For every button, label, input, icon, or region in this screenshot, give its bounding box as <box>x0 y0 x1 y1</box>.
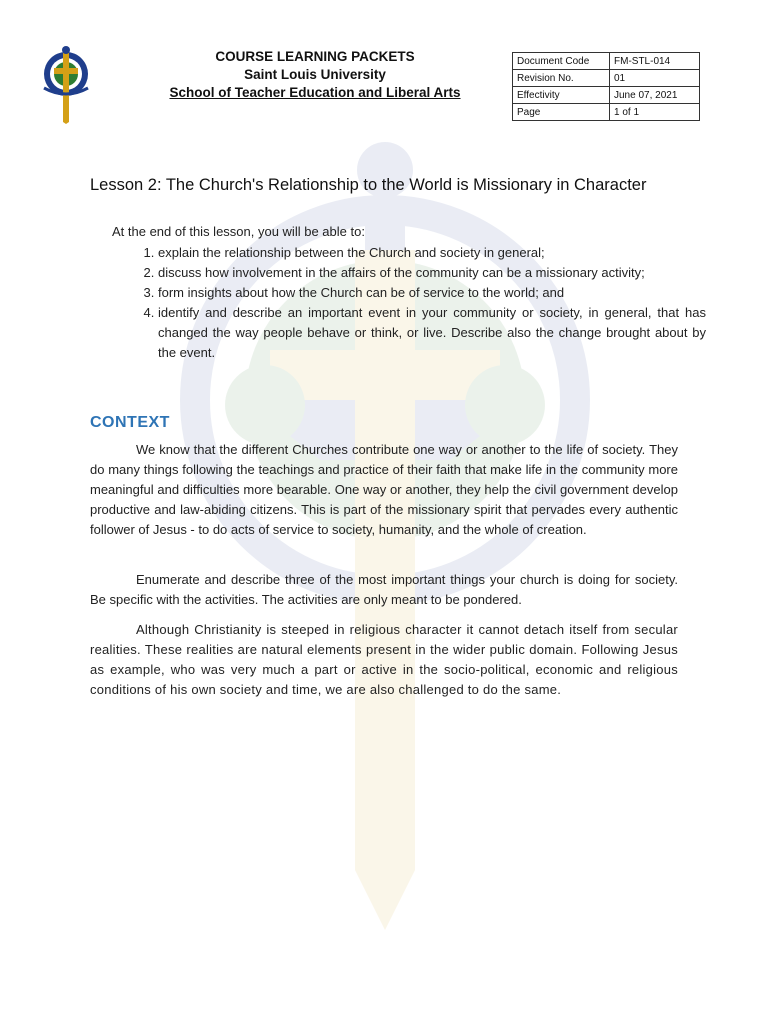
doc-code-value: FM-STL-014 <box>610 53 700 70</box>
context-paragraph: Although Christianity is steeped in religious character it cannot detach itself from secular realities. These realities are natural elements present in the wider public domain. Following Jesus as example, who was very much a part or active in the socio-political, economic and religious conditions of his own society and time, we are also challenged to do the same. <box>90 622 678 697</box>
saint-louis-university-seal <box>36 44 96 124</box>
document-header <box>130 48 500 102</box>
document-info-table <box>512 52 700 121</box>
context-paragraph: Enumerate and describe three of the most important things your church is doing for society. Be specific with the activities. The activities are only meant to be pondered. <box>90 572 678 607</box>
list-item: 3. form insights about how the Church can be of service to the world; and <box>158 283 706 303</box>
page-label: Page <box>513 104 610 121</box>
table-row <box>513 53 700 70</box>
list-item: 1. explain the relationship between the Church and society in general; <box>158 243 706 263</box>
lesson-intro: At the end of this lesson, you will be able to: <box>112 224 365 239</box>
effectivity-label: Effectivity <box>513 87 610 104</box>
lesson-title: Lesson 2: The Church's Relationship to the World is Missionary in Character <box>90 176 647 194</box>
revision-label: Revision No. <box>513 70 610 87</box>
header-title: COURSE LEARNING PACKETS <box>215 49 415 64</box>
header-school: School of Teacher Education and Liberal Arts <box>169 85 461 100</box>
context-paragraph: We know that the different Churches contribute one way or another to the life of society. They do many things following the teachings and practice of their faith that make life in the community more meaningful and difficulties more bearable. One way or another, they help the civil government develop productive and law-abiding citizens. This is part of the missionary spirit that pervades every authentic follower of Jesus - to do acts of service to society, humanity, and the whole of creation. <box>90 442 678 537</box>
objectives-list <box>130 243 706 363</box>
effectivity-value: June 07, 2021 <box>610 87 700 104</box>
header-university: Saint Louis University <box>244 67 386 82</box>
table-row <box>513 104 700 121</box>
table-row <box>513 87 700 104</box>
page-value: 1 of 1 <box>610 104 700 121</box>
context-heading: CONTEXT <box>90 414 170 431</box>
list-item: 4. identify and describe an important event in your community or society, in general, that has changed the way people behave or think, or live. Describe also the change brought about by the event. <box>158 303 706 363</box>
table-row <box>513 70 700 87</box>
list-item: 2. discuss how involvement in the affairs of the community can be a missionary activity; <box>158 263 706 283</box>
revision-value: 01 <box>610 70 700 87</box>
doc-code-label: Document Code <box>513 53 610 70</box>
